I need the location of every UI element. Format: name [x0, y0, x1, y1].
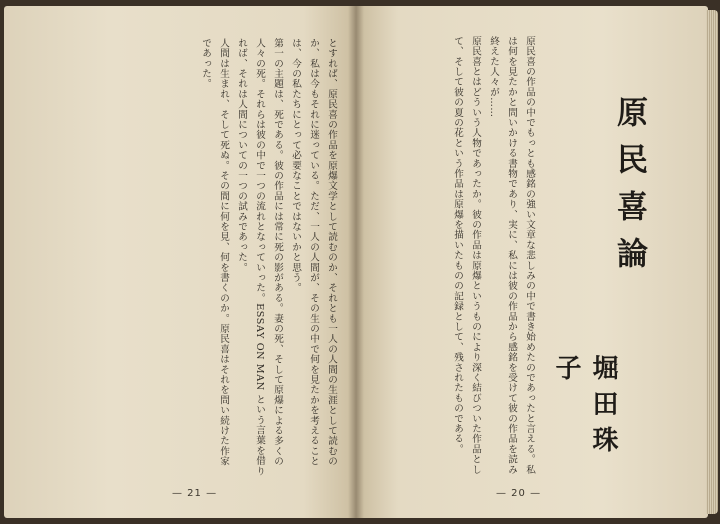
book-gutter [348, 6, 364, 518]
left-paragraph-2: 第一の主題は、死である。彼の作品には常に死の影がある。妻の死、そして原爆による多くの人々の死。それらは彼の中で一つの流れとなっていった。ESSAY ON MAN という言葉を借りれば、それは人間についての一つの試みであった。 [236, 38, 283, 477]
right-page-body [452, 36, 538, 480]
left-paragraph-3: 人間は生まれ、そして死ぬ。その間に何を見、何を書くのか。原民喜はそれを問い続けた作家であった。 [200, 38, 229, 467]
page-number-left: — 21 — [172, 488, 218, 499]
left-page-body [22, 38, 340, 476]
page-edges [706, 10, 718, 514]
left-paragraph-1: とすれば、原民喜の作品を原爆文学として読むのか、それとも一人の人間の生涯として読むのか、私は今もそれに迷っている。ただ、一人の人間が、その生の中で何を見たかを考えることは、今の私たちにとって必要なことではないかと思う。 [290, 38, 337, 467]
essay-title: 原民喜論 [611, 96, 647, 284]
right-paragraph-2: 原民喜とはどういう人物であったか。彼の作品は原爆というものにより深く結びついた作品として、そして彼の夏の花という作品は原爆を描いたものの記録として、残されたものである。 [452, 36, 481, 475]
right-paragraph-1: 原民喜の作品の中でもっとも感銘の強い文章な悲しみの中で書き始めたのであったと言える。私は何を見たかと問いかける書物であり、実に、私には彼の作品から感銘を受けて彼の作品を読み終えた人々が…… [488, 36, 535, 475]
page-number-right: — 20 — [496, 488, 542, 499]
author-name: 堀田珠子 [551, 354, 618, 462]
